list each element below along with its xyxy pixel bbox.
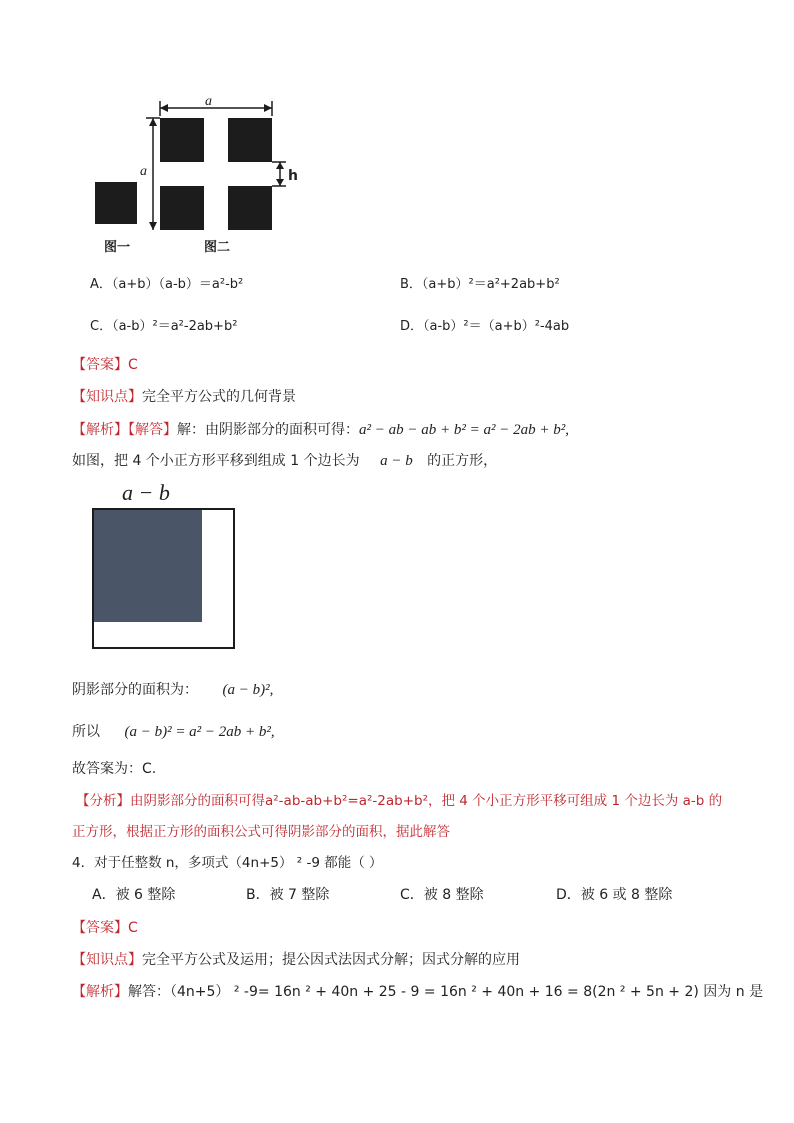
option-c: C．（a-b）²＝a²-2ab+b² — [90, 319, 238, 334]
q4-option-b: B．被 7 整除 — [246, 887, 330, 903]
q3-conclude: 故答案为：C. — [72, 761, 157, 777]
geometry-figure-2 — [92, 508, 236, 650]
q4-option-d: D．被 6 或 8 整除 — [556, 887, 673, 903]
q4-analysis-line — [72, 983, 763, 1001]
q4-knowledge-text: 完全平方公式及运用；提公因式法因式分解；因式分解的应用 — [142, 952, 520, 968]
q3-knowledge-line — [72, 388, 296, 406]
so-text: 所以 — [72, 724, 100, 740]
q4-knowledge-line — [72, 951, 520, 969]
option-a: A．（a+b）（a-b）＝a²-b² — [90, 277, 244, 292]
caption-figure-2: 图二 — [204, 240, 231, 255]
q3-fenxi-line2: 正方形，根据正方形的面积公式可得阴影部分的面积，据此解答 — [72, 824, 450, 840]
q4-analysis-text: 解答：（4n+5） ² -9= 16n ² + 40n + 25 - 9 = 16n ² + 40n + 16 = 8(2n ² + 5n + 2) 因为 n 是 — [128, 984, 764, 1000]
option-d: D．（a-b）²＝（a+b）²-4ab — [400, 319, 570, 334]
q4-answer-line — [72, 919, 138, 937]
q3-fenxi-line1 — [76, 792, 722, 810]
figure2-label: a − b — [122, 480, 170, 505]
caption-figure-1: 图一 — [104, 240, 131, 255]
q3-area-line — [72, 681, 273, 699]
analysis-text: 解：由阴影部分的面积可得： — [177, 422, 359, 438]
fenxi-tag: 【分析】 — [76, 793, 130, 809]
analysis-formula: a² − ab − ab + b² = a² − 2ab + b², — [359, 422, 569, 438]
q4-option-c: C．被 8 整除 — [400, 887, 484, 903]
label-a-top: a — [205, 94, 212, 109]
q3-answer-line — [72, 356, 138, 374]
q4-answer-value: C — [128, 920, 138, 936]
answer-tag: 【答案】 — [72, 357, 128, 373]
line2-tail: 的正方形， — [427, 453, 498, 469]
q4-knowledge-tag: 【知识点】 — [72, 952, 142, 968]
area-text: 阴影部分的面积为： — [72, 682, 198, 698]
q4-stem: 4．对于任整数 n，多项式（4n+5） ² -9 都能（ ） — [72, 855, 383, 871]
geometry-figure-1 — [88, 96, 308, 256]
fenxi-text-1: 由阴影部分的面积可得a²-ab-ab+b²=a²-2ab+b²，把 4 个小正方形平移可组成 1 个边长为 a-b 的 — [130, 793, 723, 809]
area-formula: (a − b)², — [222, 682, 274, 698]
label-h: h — [288, 168, 298, 184]
knowledge-text: 完全平方公式的几何背景 — [142, 389, 296, 405]
knowledge-tag: 【知识点】 — [72, 389, 142, 405]
so-formula: (a − b)² = a² − 2ab + b², — [124, 724, 275, 740]
line2-text: 如图，把 4 个小正方形平移到组成 1 个边长为 — [72, 453, 360, 469]
q4-analysis-tag: 【解析】 — [72, 984, 128, 1000]
analysis-tag: 【解析】【解答】 — [72, 422, 177, 438]
q3-so-line — [72, 723, 275, 741]
q4-answer-tag: 【答案】 — [72, 920, 128, 936]
line2-formula: a − b — [380, 453, 413, 469]
option-b: B．（a+b）²＝a²+2ab+b² — [400, 277, 560, 292]
q3-analysis-line — [72, 421, 569, 439]
q4-option-a: A．被 6 整除 — [92, 887, 176, 903]
q3-line2 — [72, 452, 497, 470]
label-a-left: a — [140, 164, 147, 179]
answer-value: C — [128, 357, 138, 373]
